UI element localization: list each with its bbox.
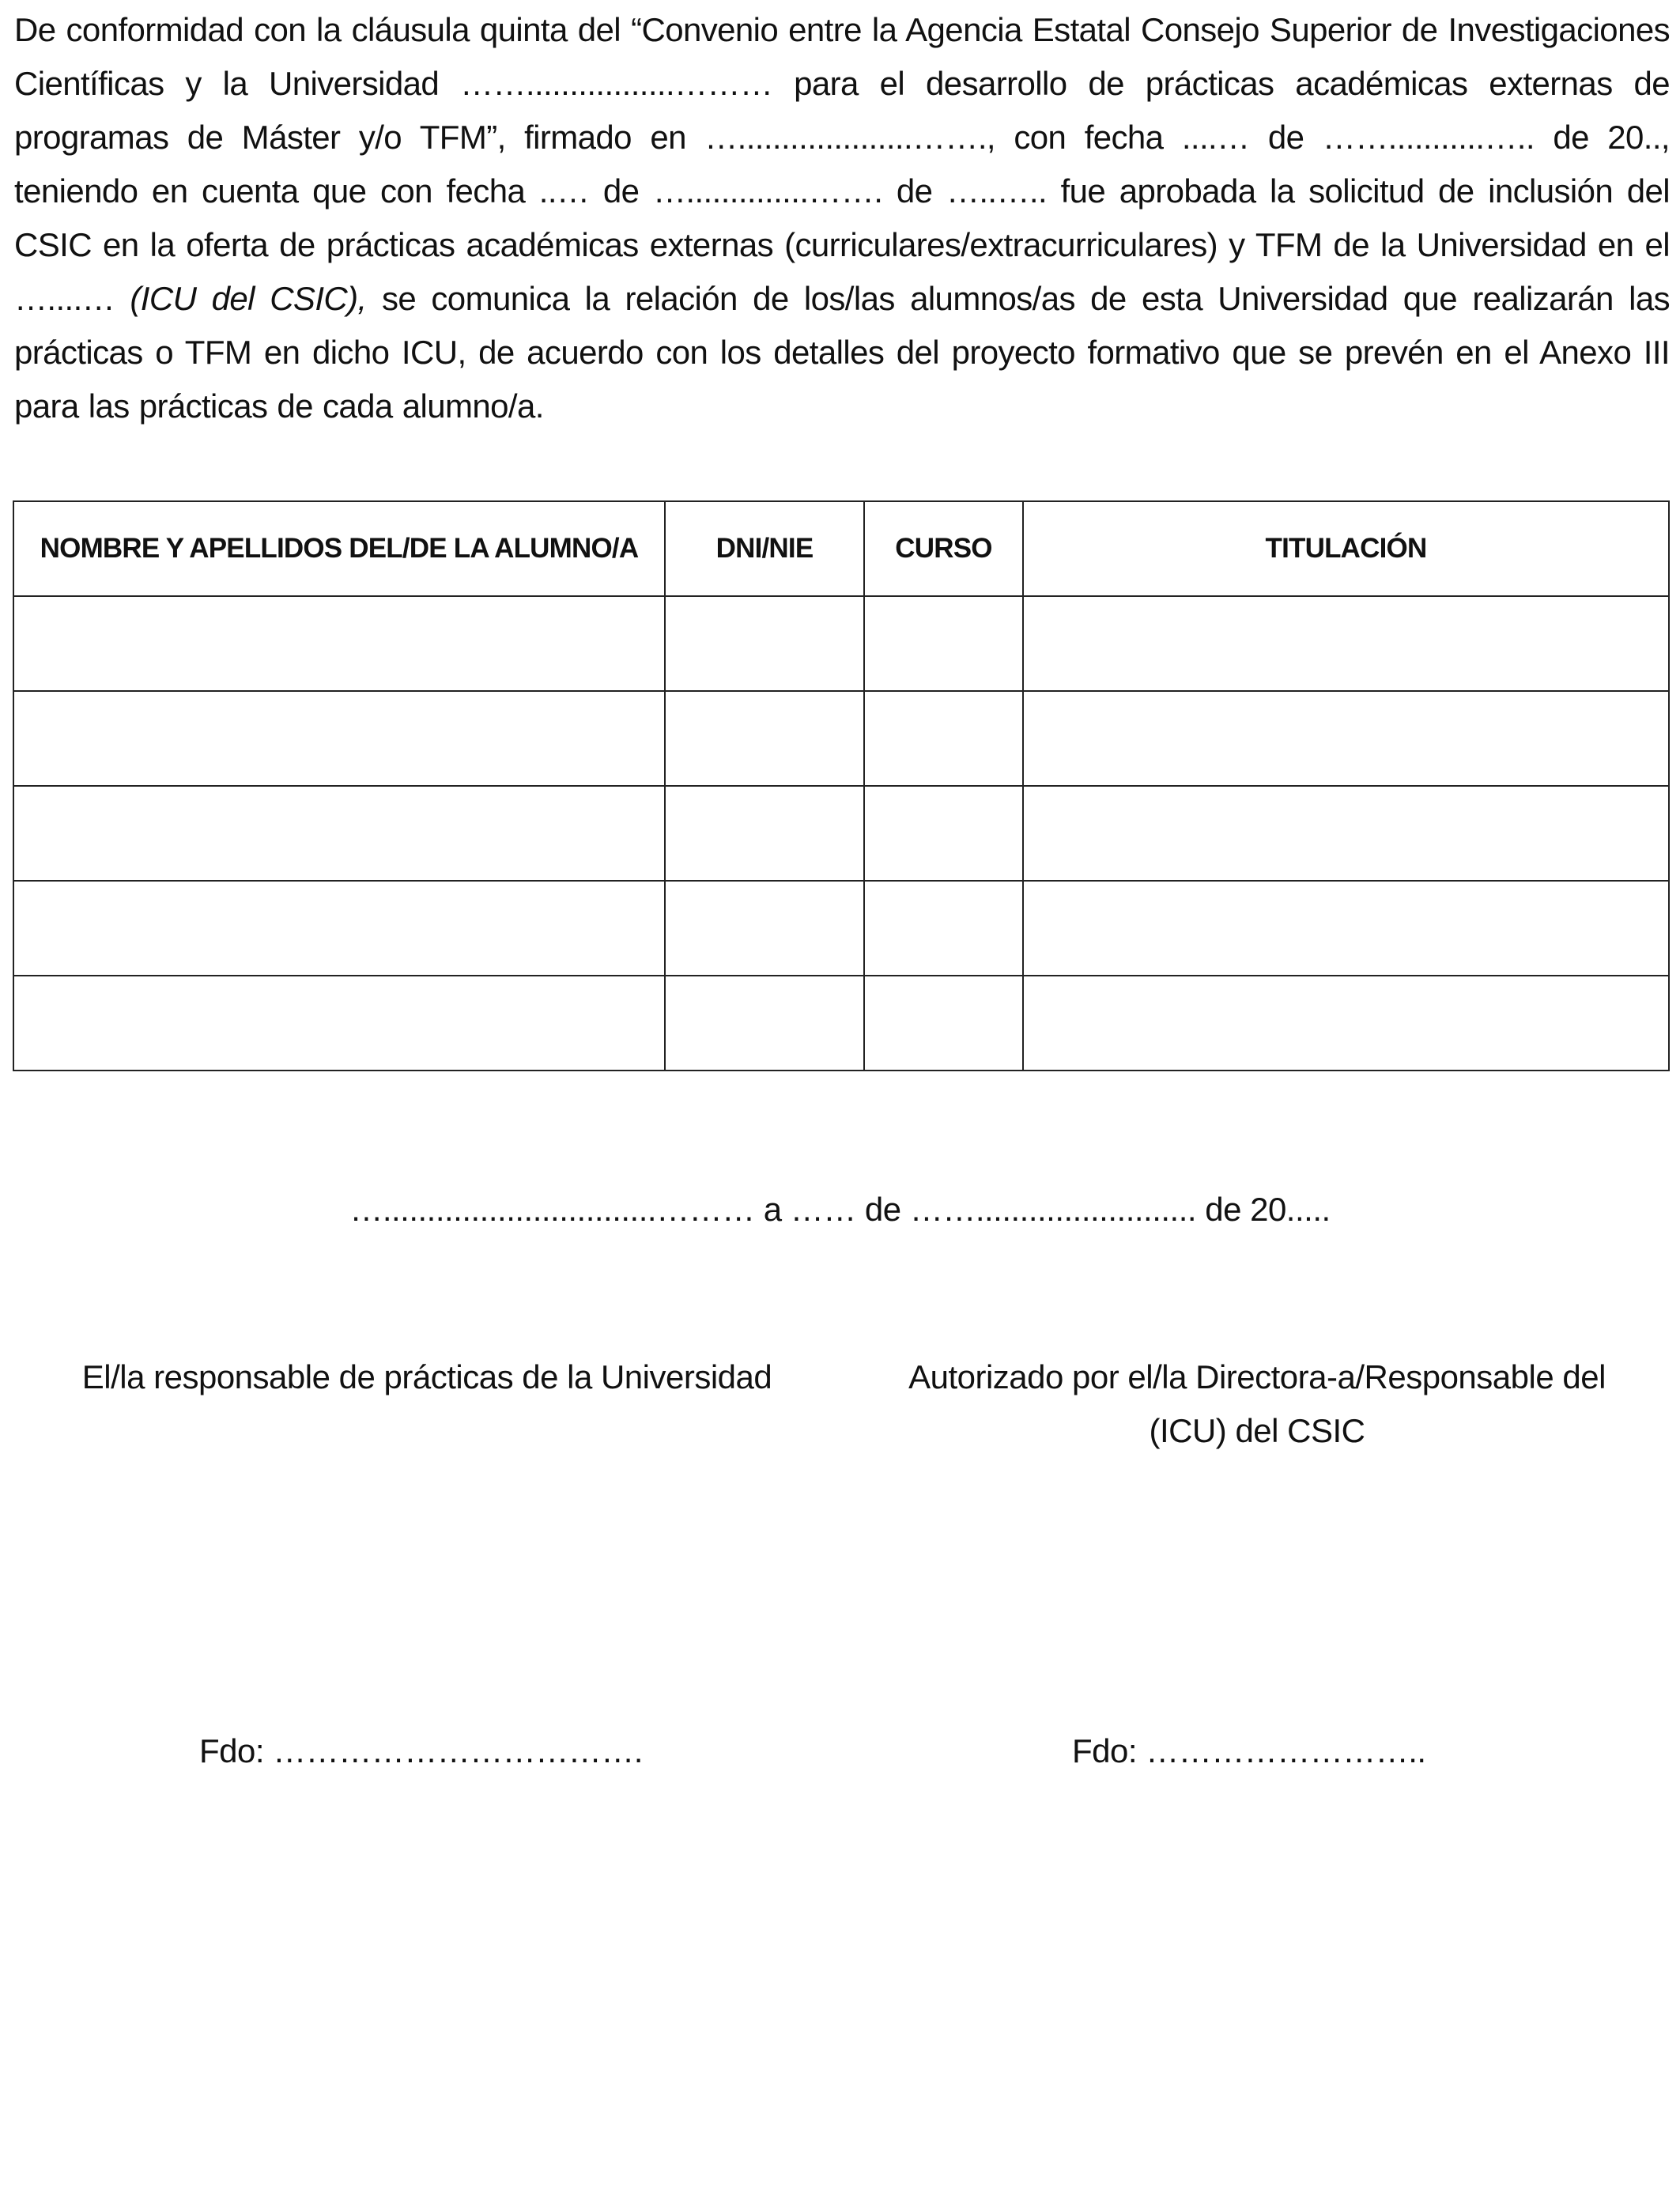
cell-course[interactable] [864, 881, 1023, 976]
cell-dni-nie[interactable] [665, 881, 864, 976]
cell-degree[interactable] [1023, 786, 1669, 881]
university-signatory-title: El/la responsable de prácticas de la Universidad [81, 1358, 772, 1395]
table-row [13, 596, 1669, 691]
table-row [13, 691, 1669, 786]
cell-course[interactable] [864, 596, 1023, 691]
cell-course[interactable] [864, 976, 1023, 1071]
header-dni-nie: DNI/NIE [665, 501, 864, 596]
university-signature-line: Fdo: ……………………………. [199, 1732, 643, 1769]
table-row [13, 786, 1669, 881]
intro-text-part2: se comunica la relación de los/las alumnos/as de esta Universidad que realizarán las prácticas o TFM en dicho ICU, de acuerdo con los detalles del proyecto formativo que se prevén en el Anexo III para las prácticas de cada alumno/a. [14, 280, 1670, 425]
intro-icu-text: (ICU del CSIC), [130, 280, 367, 317]
cell-dni-nie[interactable] [665, 786, 864, 881]
cell-student-name[interactable] [13, 881, 665, 976]
header-degree: TITULACIÓN [1023, 501, 1669, 596]
cell-course[interactable] [864, 786, 1023, 881]
cell-degree[interactable] [1023, 976, 1669, 1071]
cell-degree[interactable] [1023, 691, 1669, 786]
csic-signature-line: Fdo: …………………….. [1072, 1732, 1426, 1769]
cell-dni-nie[interactable] [665, 596, 864, 691]
cell-student-name[interactable] [13, 786, 665, 881]
intro-text-part1: De conformidad con la cláusula quinta del “Convenio entre la Agencia Estatal Consejo Superior de Investigaciones Científicas y la Universidad …….................……… para el desarrollo de prácticas académicas externas de programas de Máster y/o TFM”, firmado en …....................……., con fecha ....… de ……...........….. de 20.., teniendo en cuenta que con fecha ..… de …..............……. de …..….. fue aprobada la solicitud de inclusión del CSIC en la oferta de prácticas académicas externas (curriculares/extracurriculares) y TFM de la Universidad en el …....… [14, 11, 1670, 317]
cell-student-name[interactable] [13, 691, 665, 786]
students-table [13, 500, 1670, 1071]
table-header-row [13, 501, 1669, 596]
header-course: CURSO [864, 501, 1023, 596]
place-date-line: …...............................……… a …… de ……......................... de 20..... [349, 1191, 1331, 1228]
table-row [13, 976, 1669, 1071]
cell-dni-nie[interactable] [665, 976, 864, 1071]
cell-course[interactable] [864, 691, 1023, 786]
cell-dni-nie[interactable] [665, 691, 864, 786]
cell-degree[interactable] [1023, 881, 1669, 976]
cell-student-name[interactable] [13, 596, 665, 691]
header-student-name: NOMBRE Y APELLIDOS DEL/DE LA ALUMNO/A [13, 501, 665, 596]
cell-degree[interactable] [1023, 596, 1669, 691]
csic-signatory-title: Autorizado por el/la Directora-a/Responsable del (ICU) del CSIC [908, 1358, 1606, 1449]
cell-student-name[interactable] [13, 976, 665, 1071]
table-row [13, 881, 1669, 976]
intro-paragraph [14, 3, 1670, 433]
